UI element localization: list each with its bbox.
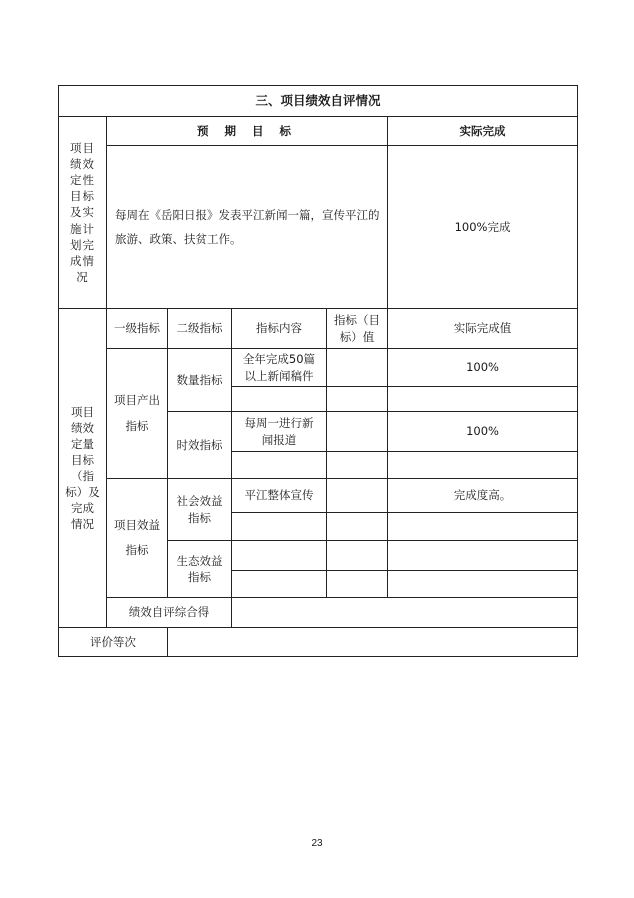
empty-cell (388, 513, 578, 541)
social-benefit-actual: 完成度高。 (388, 479, 578, 513)
empty-cell (388, 387, 578, 412)
empty-cell (232, 541, 327, 571)
empty-cell (232, 513, 327, 541)
social-benefit-label: 社会效益 指标 (168, 479, 232, 541)
social-benefit-content: 平江整体宣传 (232, 479, 327, 513)
expected-goal-text: 每周在《岳阳日报》发表平江新闻一篇，宣传平江的旅游、政策、扶贫工作。 (107, 146, 388, 309)
timeliness-indicator-actual: 100% (388, 412, 578, 452)
empty-cell (327, 571, 388, 598)
header-actual-value: 实际完成值 (388, 309, 578, 349)
eco-benefit-label: 生态效益 指标 (168, 541, 232, 598)
empty-cell (327, 387, 388, 412)
empty-cell (388, 452, 578, 479)
section-title: 三、项目绩效自评情况 (59, 86, 578, 117)
empty-cell (327, 452, 388, 479)
qualitative-row-label: 项目 绩效 定性 目标 及实 施计 划完 成情 况 (59, 117, 107, 309)
quantity-indicator-content: 全年完成50篇 以上新闻稿件 (232, 349, 327, 387)
quantity-indicator-value (327, 349, 388, 387)
empty-cell (388, 571, 578, 598)
timeliness-indicator-label: 时效指标 (168, 412, 232, 479)
overall-score-value (232, 598, 578, 628)
output-indicator-label: 项目产出 指标 (107, 349, 168, 479)
grade-label: 评价等次 (59, 628, 168, 657)
benefit-indicator-label: 项目效益 指标 (107, 479, 168, 598)
quantitative-row-label: 项目 绩效 定量 目标 （指 标）及 完成 情况 (59, 309, 107, 628)
empty-cell (327, 541, 388, 571)
empty-cell (327, 513, 388, 541)
overall-score-label: 绩效自评综合得 (107, 598, 232, 628)
header-target-value: 指标（目 标）值 (327, 309, 388, 349)
timeliness-indicator-value (327, 412, 388, 452)
page-number: 23 (311, 838, 323, 849)
empty-cell (232, 571, 327, 598)
empty-cell (388, 541, 578, 571)
actual-completion-text: 100%完成 (388, 146, 578, 309)
expected-goal-header: 预 期 目 标 (107, 117, 388, 146)
timeliness-indicator-content: 每周一进行新 闻报道 (232, 412, 327, 452)
social-benefit-value (327, 479, 388, 513)
header-content: 指标内容 (232, 309, 327, 349)
performance-table (58, 85, 578, 657)
empty-cell (232, 452, 327, 479)
quantity-indicator-label: 数量指标 (168, 349, 232, 412)
quantity-indicator-actual: 100% (388, 349, 578, 387)
header-level1: 一级指标 (107, 309, 168, 349)
actual-completion-header: 实际完成 (388, 117, 578, 146)
header-level2: 二级指标 (168, 309, 232, 349)
empty-cell (232, 387, 327, 412)
grade-value (168, 628, 578, 657)
